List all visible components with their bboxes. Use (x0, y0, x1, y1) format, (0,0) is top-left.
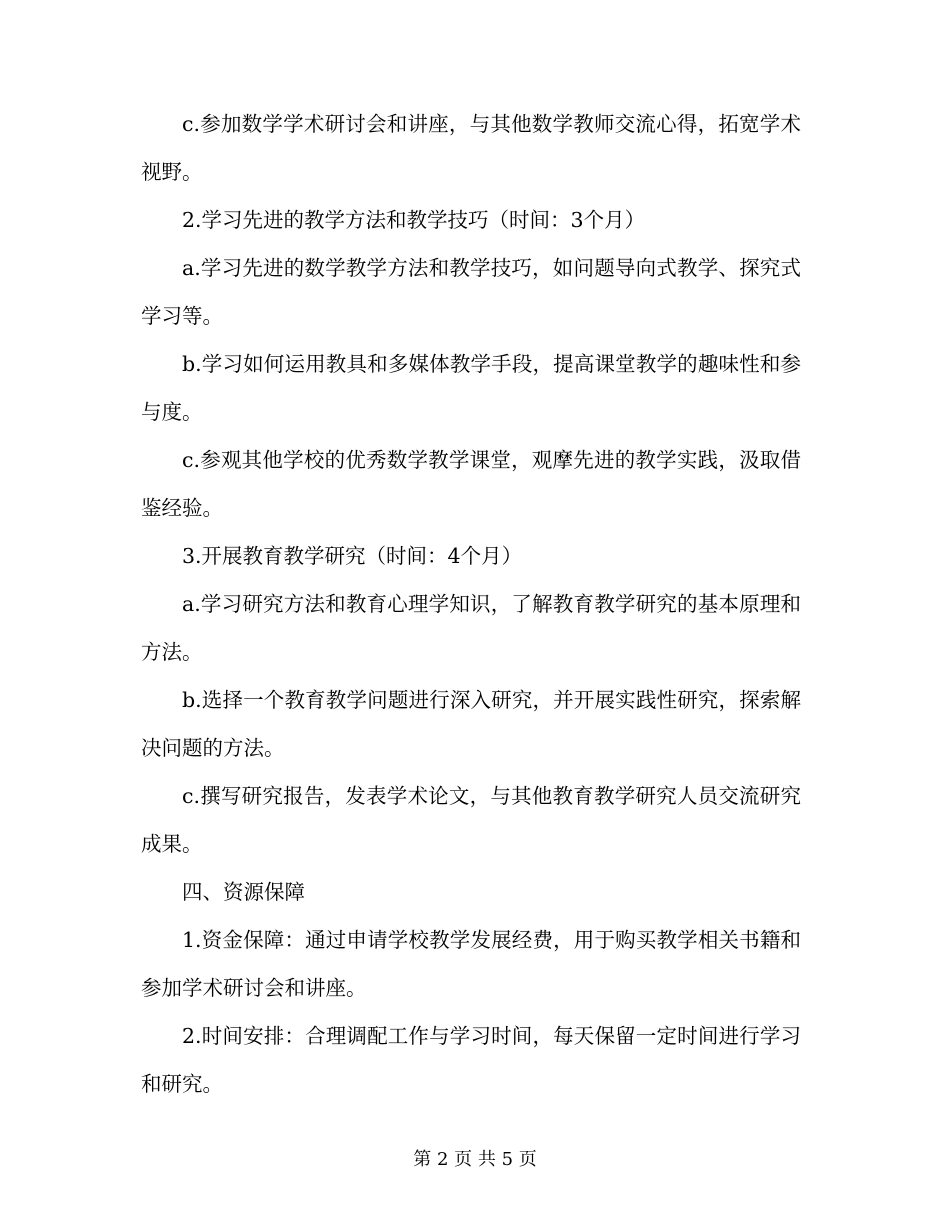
paragraph-5: c.参观其他学校的优秀数学教学课堂，观摩先进的教学实践，汲取借鉴经验。 (141, 448, 801, 520)
section-heading-resources: 四、资源保障 (182, 880, 305, 904)
paragraph-7: a.学习研究方法和教育心理学知识，了解教育教学研究的基本原理和方法。 (141, 592, 801, 664)
paragraph-3: a.学习先进的数学教学方法和教学技巧，如问题导向式教学、探究式学习等。 (141, 256, 801, 328)
paragraph-11: 1.资金保障：通过申请学校教学发展经费，用于购买教学相关书籍和参加学术研讨会和讲座。 (141, 928, 801, 1000)
document-body (141, 100, 801, 1108)
paragraph-1: c.参加数学学术研讨会和讲座，与其他数学教师交流心得，拓宽学术视野。 (141, 112, 801, 184)
paragraph-2: 2.学习先进的教学方法和教学技巧（时间：3个月） (182, 208, 646, 232)
paragraph-4: b.学习如何运用教具和多媒体教学手段，提高课堂教学的趣味性和参与度。 (141, 352, 801, 424)
paragraph-6: 3.开展教育教学研究（时间：4个月） (182, 544, 523, 568)
paragraph-12: 2.时间安排：合理调配工作与学习时间，每天保留一定时间进行学习和研究。 (141, 1024, 801, 1096)
paragraph-9: c.撰写研究报告，发表学术论文，与其他教育教学研究人员交流研究成果。 (141, 784, 801, 856)
paragraph-8: b.选择一个教育教学问题进行深入研究，并开展实践性研究，探索解决问题的方法。 (141, 688, 801, 760)
page-number-footer: 第 2 页 共 5 页 (413, 1149, 537, 1170)
